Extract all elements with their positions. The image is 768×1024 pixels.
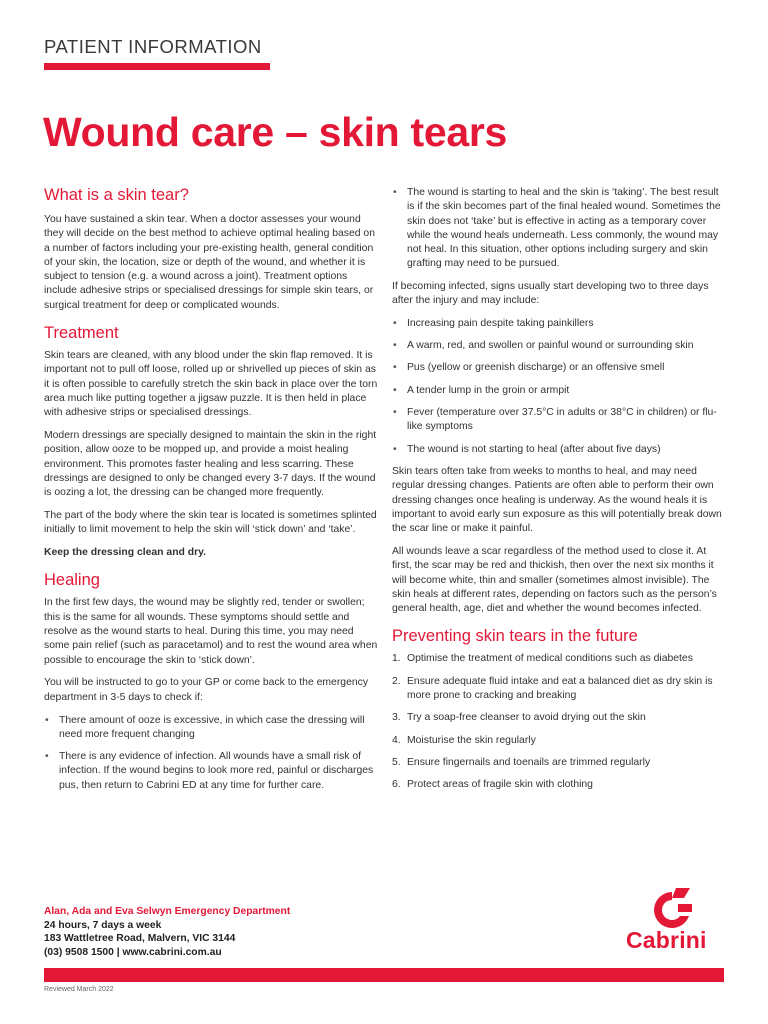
document-kicker: PATIENT INFORMATION [44, 36, 262, 57]
contact-line: (03) 9508 1500 | www.cabrini.com.au [44, 946, 222, 958]
paragraph-treatment-3: The part of the body where the skin tear is located is sometimes splinted initially to limit movement to help the skin will ‘stick down’ and ‘take’. [44, 510, 377, 536]
reviewed-date: Reviewed March 2022 [44, 986, 114, 993]
header-accent-bar [44, 63, 270, 70]
list-item: • The wound is not starting to heal (after about five days) [392, 443, 726, 457]
section-heading-preventing: Preventing skin tears in the future [392, 627, 638, 646]
left-column [44, 185, 378, 801]
paragraph-healing-time: Skin tears often take from weeks to months to heal, and may need regular dressing changes. Patients are often able to perform their own dressing changes once healing is underway. As the wound heals it is important to avoid early sun exposure as this will potentially break down the scar line or make it painful. [392, 465, 722, 535]
opening-hours: 24 hours, 7 days a week [44, 919, 162, 931]
paragraph-what-is: You have sustained a skin tear. When a doctor assesses your wound they will decide on the best method to achieve optimal healing based on a number of factors including your pre-existing health, general condition of your skin, the location, size or depth of the wound, and whether it is subject to tension (e.g. a wound across a joint). Treatment options include adhesive strips or specialised dressings for simple skin tears, or surgical treatment for deep or complicated wounds. [44, 214, 375, 311]
paragraph-infection-intro: If becoming infected, signs usually start developing two to three days after the injury and may include: [392, 280, 709, 307]
paragraph-scar: All wounds leave a scar regardless of the method used to close it. At first, the scar may be red and thickish, then over the next six months it will become white, thin and smaller (sometimes almost invisible). The skin heals at different rates, depending on factors such as the person’s general health, age, diet and whether the wound becomes infected. [392, 545, 717, 615]
paragraph-healing-1: In the first few days, the wound may be slightly red, tender or swollen; this is the same for all wounds. These symptoms should settle and resolve as the wound starts to heal. During this time, you may need some pain relief (such as paracetamol) and to rest the wound area when possible to encourage the skin to ‘stick down’. [44, 597, 378, 666]
section-heading-treatment: Treatment [44, 324, 119, 343]
list-item: 6. Protect areas of fragile skin with clothing [392, 779, 593, 791]
list-item: 3. Try a soap-free cleanser to avoid drying out the skin [392, 712, 646, 724]
paragraph-keep-clean: Keep the dressing clean and dry. [44, 547, 207, 559]
address: 183 Wattletree Road, Malvern, VIC 3144 [44, 933, 236, 944]
list-item: • Fever (temperature over 37.5°C in adults or 38°C in children) or flu-like symptoms [392, 406, 726, 435]
healing-check-list [44, 714, 378, 793]
document-title: Wound care – skin tears [43, 109, 508, 155]
list-item: 4. Moisturise the skin regularly [392, 734, 536, 746]
list-item: 5. Ensure fingernails and toenails are trimmed regularly [392, 756, 651, 768]
footer-contact-block [44, 905, 290, 959]
logo-wordmark: Cabrini [626, 927, 707, 953]
section-heading-healing: Healing [44, 571, 100, 590]
infection-signs-list [392, 317, 726, 457]
list-item: • A tender lump in the groin or armpit [392, 384, 726, 398]
healing-check-list-continued [392, 186, 726, 272]
right-column [392, 186, 726, 801]
list-item: • A warm, red, and swollen or painful wound or surrounding skin [392, 339, 726, 353]
list-item: • Increasing pain despite taking painkillers [392, 317, 726, 331]
list-item: • Pus (yellow or greenish discharge) or an offensive smell [392, 361, 726, 375]
paragraph-treatment-1: Skin tears are cleaned, with any blood under the skin flap removed. It is important not to pull off loose, rolled up or shrivelled up pieces of skin as it is often possible to carefully stretch the skin back in place over the torn area much like putting together a jigsaw puzzle. It is then held in place with adhesive strips or specialised dressings. [44, 350, 378, 419]
list-item: • The wound is starting to heal and the skin is ‘taking’. The best result is if the skin becomes part of the final healed wound. Sometimes the skin does not ‘take’ but is effective in acting as a temporary cover while the wound heals underneath. Less commonly, the wound may not heal. In this situation, other options including surgery and skin grafting may need to be pursued. [392, 186, 726, 272]
department-name: Alan, Ada and Eva Selwyn Emergency Department [44, 906, 291, 917]
list-item: 2. Ensure adequate fluid intake and eat a balanced diet as dry skin is more prone to cracking and breaking [392, 675, 713, 702]
paragraph-treatment-2: Modern dressings are specially designed to maintain the skin in the right position, allow ooze to be mopped up, and provide a moist healing environment. This promotes faster healing and less scarring. These dressings are designed to only be changed every 3-7 days. If the wound is oozing a lot, the dressing can be changed more frequently. [44, 430, 377, 499]
prevention-list [392, 652, 726, 792]
footer-accent-bar [44, 968, 724, 982]
list-item: • There amount of ooze is excessive, in which case the dressing will need more frequent changing [44, 714, 378, 743]
paragraph-healing-2: You will be instructed to go to your GP or come back to the emergency department in 3-5 days to check if: [44, 677, 369, 703]
section-heading-what-is: What is a skin tear? [44, 186, 189, 204]
list-item: • There is any evidence of infection. All wounds have a small risk of infection. If the wound begins to look more red, painful or discharges pus, then return to Cabrini ED at any time for further care. [44, 750, 378, 793]
list-item: 1. Optimise the treatment of medical conditions such as diabetes [392, 653, 693, 665]
